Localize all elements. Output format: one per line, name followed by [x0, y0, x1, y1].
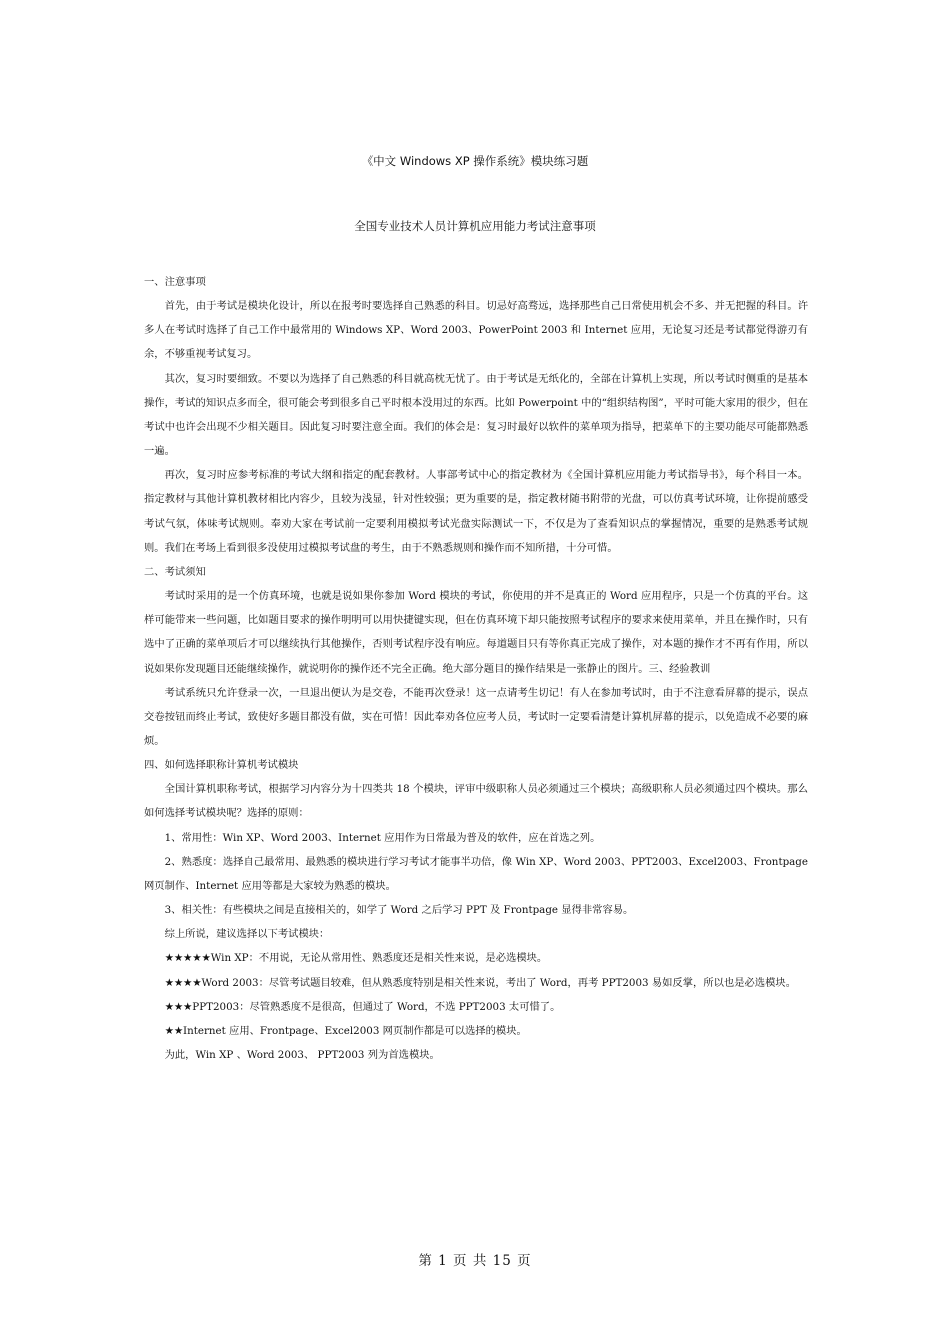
paragraph: ★★★★Word 2003：尽管考试题目较难，但从熟悉度特别是相关性来说，考出了 Word，再考 PPT2003 易如反掌，所以也是必选模块。	[164, 976, 796, 989]
paragraph: 考试系统只允许登录一次，一旦退出便认为是交卷，不能再次登录！这一点请考生切记！有人在参加考试时，由于不注意看屏幕的提示，误点交卷按钮而终止考试，致使好多题目都没有做，实在可惜！因此奉劝各位应考人员，考试时一定要看清楚计算机屏幕的提示，以免造成不必要的麻烦。	[144, 686, 808, 747]
paragraph: 综上所说，建议选择以下考试模块：	[164, 928, 330, 941]
paragraph: 全国计算机职称考试，根据学习内容分为十四类共 18 个模块，评审中级职称人员必须通过三个模块；高级职称人员必须通过四个模块。那么如何选择考试模块呢？选择的原则：	[144, 783, 808, 820]
document-subtitle: 全国专业技术人员计算机应用能力考试注意事项	[354, 219, 596, 233]
section-heading: 一、注意事项	[144, 276, 206, 288]
paragraph: 2、熟悉度：选择自己最常用、最熟悉的模块进行学习考试才能事半功倍，像 Win XP、Word 2003、PPT2003、Excel2003、Frontpage 网页制作、Internet 应用等都是大家较为熟悉的模块。	[144, 855, 808, 892]
paragraph: 1、常用性：Win XP、Word 2003、Internet 应用作为日常最为普及的软件，应在首选之列。	[164, 831, 601, 844]
page-footer: 第 1 页 共 15 页	[418, 1253, 532, 1269]
paragraph: 为此，Win XP 、Word 2003、 PPT2003 列为首选模块。	[164, 1049, 440, 1061]
section-heading: 四、如何选择职称计算机考试模块	[144, 759, 299, 772]
paragraph: ★★★PPT2003：尽管熟悉度不是很高，但通过了 Word，不选 PPT2003 太可惜了。	[164, 1000, 561, 1013]
paragraph: 3、相关性：有些模块之间是直接相关的，如学了 Word 之后学习 PPT 及 Frontpage 显得非常容易。	[164, 904, 634, 917]
paragraph: 首先，由于考试是模块化设计，所以在报考时要选择自己熟悉的科目。切忌好高骛远，选择那些自己日常使用机会不多、并无把握的科目。许多人在考试时选择了自己工作中最常用的 Windows XP、Word 2003、PowerPoint 2003 和 Internet 应用，无论复习还是考试都觉得游刃有余，不够重视考试复习。	[144, 300, 808, 361]
paragraph: ★★Internet 应用、Frontpage、Excel2003 网页制作都是可以选择的模块。	[164, 1024, 527, 1037]
paragraph: 考试时采用的是一个仿真环境，也就是说如果你参加 Word 模块的考试，你使用的并不是真正的 Word 应用程序，只是一个仿真的平台。这样可能带来一些问题，比如题目要求的操作明明可以用快捷键实现，但在仿真环境下却只能按照考试程序的要求来使用菜单，并且在操作时，只有选中了正确的菜单项后才可以继续执行其他操作，否则考试程序没有响应。每道题目只有等你真正完成了操作，对本题的操作才不再有作用，所以说如果你发现题目还能继续操作，就说明你的操作还不完全正确。绝大部分题目的操作结果是一张静止的图片。三、经验教训	[144, 590, 808, 675]
section-heading: 二、考试须知	[144, 565, 206, 578]
paragraph: 再次，复习时应参考标准的考试大纲和指定的配套教材。人事部考试中心的指定教材为《全国计算机应用能力考试指导书》，每个科目一本。指定教材与其他计算机教材相比内容少，且较为浅显，针对性较强；更为重要的是，指定教材随书附带的光盘，可以仿真考试环境，让你提前感受考试气氛，体味考试规则。奉劝大家在考试前一定要利用模拟考试光盘实际测试一下，不仅是为了查看知识点的掌握情况，重要的是熟悉考试规则。我们在考场上看到很多没使用过模拟考试盘的考生，由于不熟悉规则和操作而不知所措，十分可惜。	[144, 469, 808, 554]
document-body	[144, 270, 808, 1067]
paragraph: ★★★★★Win XP：不用说，无论从常用性、熟悉度还是相关性来说，是必选模块。	[164, 952, 548, 965]
document-title: 《中文 Windows XP 操作系统》模块练习题	[361, 154, 589, 168]
paragraph: 其次，复习时要细致。不要以为选择了自己熟悉的科目就高枕无忧了。由于考试是无纸化的，全部在计算机上实现，所以考试时侧重的是基本操作，考试的知识点多而全，很可能会考到很多自己平时根本没用过的东西。比如 Powerpoint 中的“组织结构图”，平时可能大家用的很少，但在考试中也许会出现不少相关题目。因此复习时要注意全面。我们的体会是：复习时最好以软件的菜单项为指导，把菜单下的主要功能尽可能都熟悉一遍。	[144, 372, 808, 458]
